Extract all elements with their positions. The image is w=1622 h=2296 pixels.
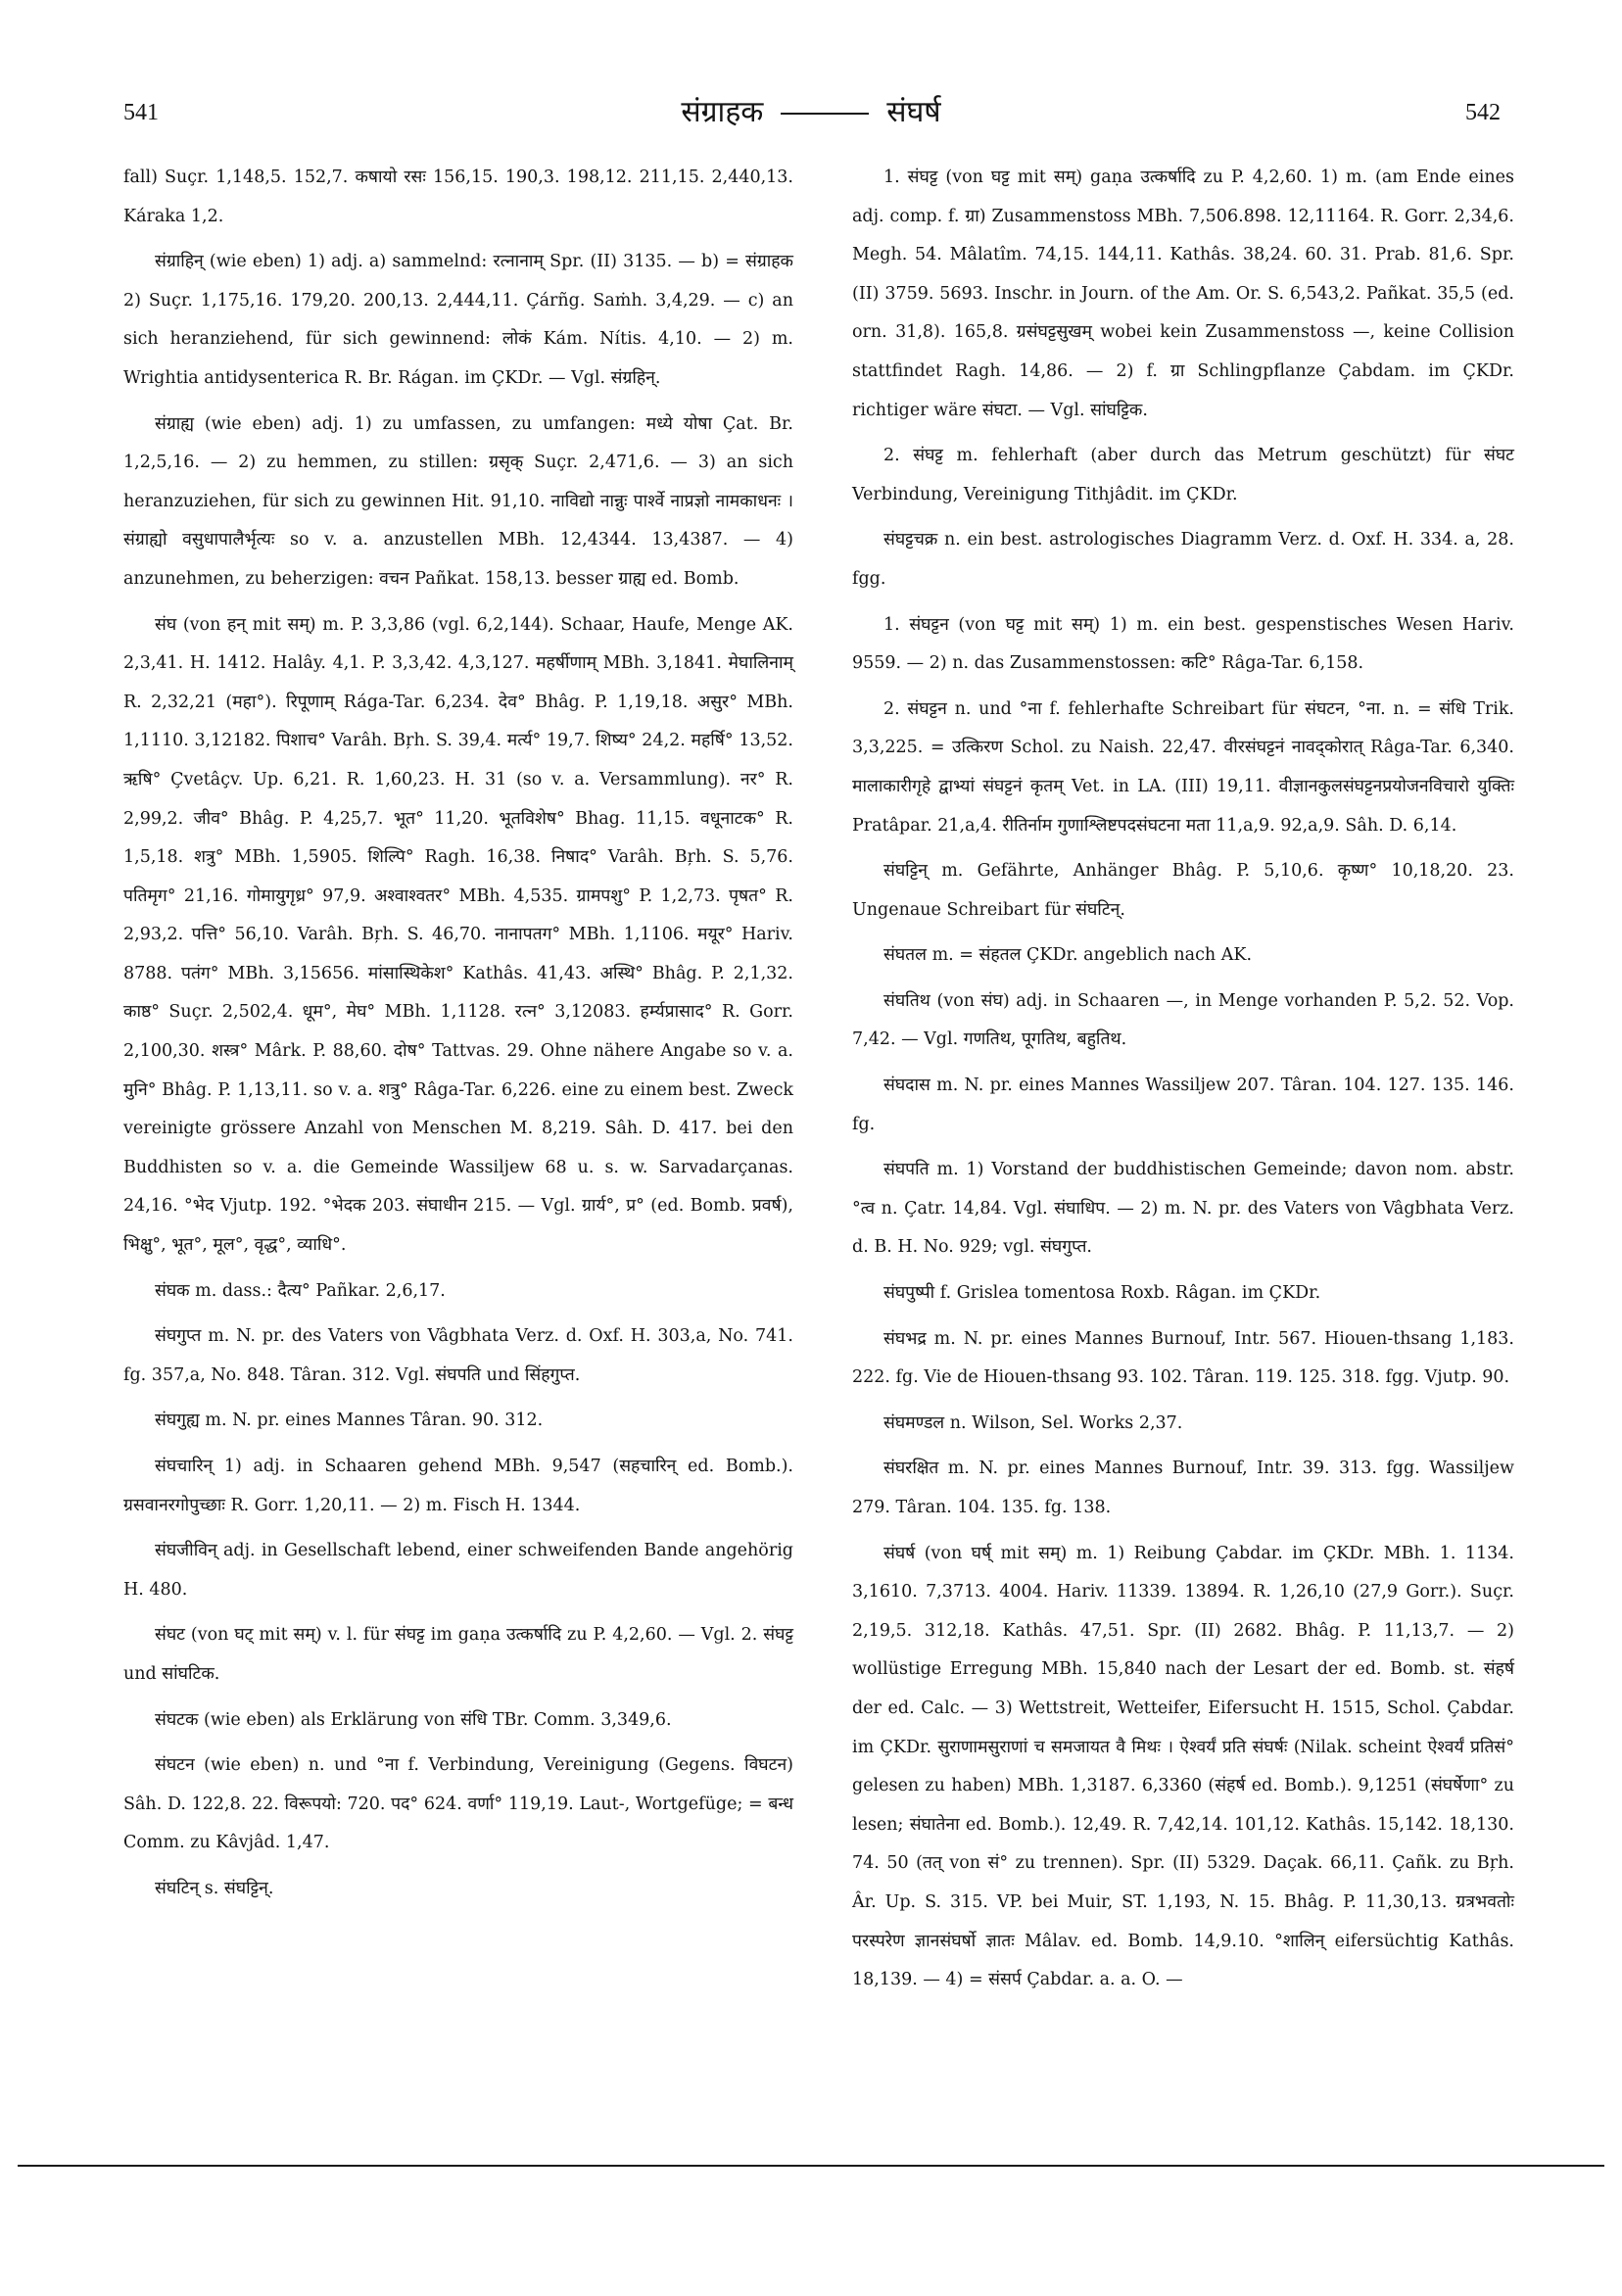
- dictionary-entry: संघट्टिन् m. Gefährte, Anhänger Bhâg. P. 5,10,6. कृष्ण° 10,18,20. 23. Ungenaue Schreibart für संघटिन्.: [852, 861, 1514, 920]
- dictionary-entry: संघतल m. = संहतल ÇKDr. angeblich nach AK.: [883, 945, 1253, 966]
- left-column: [123, 159, 793, 1916]
- dictionary-entry: 2. संघट्ट m. fehlerhaft (aber durch das Metrum geschützt) für संघट Verbindung, Vereinigung Tithjâdit. im ÇKDr.: [852, 446, 1514, 504]
- running-title-left: संग्राहक: [681, 95, 764, 129]
- dictionary-entry: संग्राहिन् (wie eben) 1) adj. a) sammelnd: रत्नानाम् Spr. (II) 3135. — b) = संग्राहक 2) Suçr. 1,175,16. 179,20. 200,13. 2,444,11. Çárñg. Saṁh. 3,4,29. — c) an sich heranziehend, für sich gewinnend: लोकं Kám. Nítis. 4,10. — 2) m. Wrightia antidysenterica R. Br. Rágan. im ÇKDr. — Vgl. संग्रहिन्.: [123, 252, 793, 388]
- dictionary-entry: संघपुष्पी f. Grislea tomentosa Roxb. Râgan. im ÇKDr.: [883, 1283, 1321, 1304]
- dictionary-entry: संघपति m. 1) Vorstand der buddhistischen Gemeinde; davon nom. abstr. °त्व n. Çatr. 14,84. Vgl. संघाधिप. — 2) m. N. pr. des Vaters von Vâgbhata Verz. d. B. H. No. 929; vgl. संघगुप्त.: [852, 1160, 1514, 1258]
- running-title: [0, 90, 1622, 130]
- dictionary-entry: 2. संघट्टन n. und °ना f. fehlerhafte Schreibart für संघटन, °ना. n. = संधि Trik. 3,3,225. = उत्किरण Schol. zu Naish. 22,47. वीरसंघट्टनं नावद्कोरात् Râga-Tar. 6,340. मालाकारीगृहे द्वाभ्यां संघट्टनं कृतम् Vet. in LA. (III) 19,11. वीज्ञानकुलसंघट्टनप्रयोजनविचारो युक्तिः Pratâpar. 21,a,4. रीतिर्नाम गुणाश्लिष्टपदसंघटना मता 11,a,9. 92,a,9. Sâh. D. 6,14.: [852, 698, 1514, 836]
- dictionary-entry: संघचारिन् 1) adj. in Schaaren gehend MBh. 9,547 (सहचारिन् ed. Bomb.). ग्रसवानरगोपुच्छाः R. Gorr. 1,20,11. — 2) m. Fisch H. 1344.: [123, 1457, 793, 1515]
- dictionary-entry: संघक m. dass.: दैत्य° Pañkar. 2,6,17.: [155, 1280, 446, 1301]
- dictionary-entry: संघगुप्त m. N. pr. des Vaters von Vâgbhata Verz. d. Oxf. H. 303,a, No. 741. fg. 357,a, No. 848. Târan. 312. Vgl. संघपति und सिंहगुप्त.: [123, 1326, 793, 1385]
- dictionary-entry: संघभद्र m. N. pr. eines Mannes Burnouf, Intr. 567. Hiouen-thsang 1,183. 222. fg. Vie de Hiouen-thsang 93. 102. Târan. 119. 125. 318. fgg. Vjutp. 90.: [852, 1328, 1514, 1388]
- dictionary-entry: संघट्टचक्र n. ein best. astrologisches Diagramm Verz. d. Oxf. H. 334. a, 28. fgg.: [852, 530, 1514, 589]
- dictionary-entry: संघदास m. N. pr. eines Mannes Wassiljew 207. Târan. 104. 127. 135. 146. fg.: [852, 1076, 1514, 1134]
- page-header: [0, 90, 1622, 139]
- dictionary-entry: संघजीविन् adj. in Gesellschaft lebend, einer schweifenden Bande angehörig H. 480.: [123, 1541, 793, 1600]
- dictionary-entry: संघगुह्य m. N. pr. eines Mannes Târan. 90. 312.: [155, 1411, 544, 1431]
- dictionary-entry: संघतिथ (von संघ) adj. in Schaaren —, in Menge vorhanden P. 5,2. 52. Vop. 7,42. — Vgl. गणतिथ, पूगतिथ, बहुतिथ.: [852, 990, 1514, 1050]
- dictionary-entry: 1. संघट्ट (von घट्ट mit सम्) gaṇa उत्कर्षादि zu P. 4,2,60. 1) m. (am Ende eines adj. comp. f. ग्रा) Zusammenstoss MBh. 7,506.898. 12,11164. R. Gorr. 2,34,6. Megh. 54. Mâlatîm. 74,15. 144,11. Kathâs. 38,24. 60. 31. Prab. 81,6. Spr. (II) 3759. 5693. Inschr. in Journ. of the Am. Or. S. 6,543,2. Pañkat. 35,5 (ed. orn. 31,8). 165,8. ग्रसंघट्टसुखम् wobei kein Zusammenstoss —, keine Collision stattfindet Ragh. 14,86. — 2) f. ग्रा Schlingpflanze Çabdam. im ÇKDr. richtiger wäre संघटा. — Vgl. सांघट्टिक.: [852, 167, 1514, 420]
- dictionary-entry: संघमण्डल n. Wilson, Sel. Works 2,37.: [883, 1412, 1183, 1433]
- dictionary-entry: संघर्ष (von घर्ष् mit सम्) m. 1) Reibung Çabdar. im ÇKDr. MBh. 1. 1134. 3,1610. 7,3713. 4004. Hariv. 11339. 13894. R. 1,26,10 (27,9 Gorr.). Suçr. 2,19,5. 312,18. Kathâs. 47,51. Spr. (II) 2682. Bhâg. P. 11,13,7. — 2) wollüstige Erregung MBh. 15,840 nach der Lesart der ed. Bomb. st. संहर्ष der ed. Calc. — 3) Wettstreit, Wetteifer, Eifersucht H. 1515, Schol. Çabdar. im ÇKDr. सुराणामसुराणां च समजायत वै मिथः । ऐश्वर्यं प्रति संघर्षः (Nilak. scheint ऐश्वर्यं प्रतिसं° gelesen zu haben) MBh. 1,3187. 6,3360 (संहर्ष ed. Bomb.). 9,1251 (संघर्षेणा° zu lesen; संघातेना ed. Bomb.). 12,49. R. 7,42,14. 101,12. Kathâs. 15,142. 18,130. 74. 50 (तत् von सं° zu trennen). Spr. (II) 5329. Daçak. 66,11. Çañk. zu Bŗh. Âr. Up. S. 315. VP. bei Muir, ST. 1,193, N. 15. Bhâg. P. 11,30,13. ग्रत्रभवतोः परस्परेण ज्ञानसंघर्षो ज्ञातः Mâlav. ed. Bomb. 14,9.10. °शालिन् eifersüchtig Kathâs. 18,139. — 4) = संसर्प Çabdar. a. a. O. —: [852, 1543, 1514, 1990]
- title-dash: [781, 113, 869, 115]
- right-column: [852, 159, 1514, 2007]
- dictionary-entry: संघरक्षित m. N. pr. eines Mannes Burnouf, Intr. 39. 313. fgg. Wassiljew 279. Târan. 104. 135. fg. 138.: [852, 1459, 1514, 1517]
- dictionary-entry: 1. संघट्टन (von घट्ट mit सम्) 1) m. ein best. gespenstisches Wesen Hariv. 9559. — 2) n. das Zusammenstossen: कटि° Râga-Tar. 6,158.: [852, 614, 1514, 674]
- page-number-left: 541: [123, 100, 159, 125]
- dictionary-entry: संघटक (wie eben) als Erklärung von संधि TBr. Comm. 3,349,6.: [155, 1709, 672, 1730]
- page-number-right: 542: [1465, 100, 1501, 125]
- dictionary-entry: संघटन (wie eben) n. und °ना f. Verbindung, Vereinigung (Gegens. विघटन) Sâh. D. 122,8. 22. विरूपयो: 720. पद° 624. वर्णा° 119,19. Laut-, Wortgefüge; = बन्ध Comm. zu Kâvjâd. 1,47.: [123, 1755, 793, 1853]
- bottom-rule: [18, 2165, 1604, 2167]
- dictionary-entry: संघटिन् s. संघट्टिन्.: [155, 1878, 274, 1898]
- dictionary-entry: संघट (von घट् mit सम्) v. l. für संघट्ट im gaṇa उत्कर्षादि zu P. 4,2,60. — Vgl. 2. संघट्ट und सांघटिक.: [123, 1625, 793, 1684]
- dictionary-entry: संग्राह्य (wie eben) adj. 1) zu umfassen, zu umfangen: मध्ये योषा Çat. Br. 1,2,5,16. — 2) zu hemmen, zu stillen: ग्रसृक् Suçr. 2,471,6. — 3) an sich heranzuziehen, für sich zu gewinnen Hit. 91,10. नाविद्यो नान्नुः पार्श्वे नाप्रज्ञो नामकाधनः । संग्राह्यो वसुधापालैर्भृत्यः so v. a. anzustellen MBh. 12,4344. 13,4387. — 4) anzunehmen, zu beherzigen: वचन Pañkat. 158,13. besser ग्राह्य ed. Bomb.: [123, 413, 793, 589]
- running-title-right: संघर्ष: [886, 95, 941, 129]
- dictionary-entry: संघ (von हन् mit सम्) m. P. 3,3,86 (vgl. 6,2,144). Schaar, Haufe, Menge AK. 2,3,41. H. 1412. Halây. 4,1. P. 3,3,42. 4,3,127. महर्षीणाम् MBh. 3,1841. मेघालिनाम् R. 2,32,21 (महा°). रिपूणाम् Rága-Tar. 6,234. देव° Bhâg. P. 1,19,18. असुर° MBh. 1,1110. 3,12182. पिशाच° Varâh. Bŗh. S. 39,4. मर्त्य° 19,7. शिष्य° 24,2. महर्षि° 13,52. ऋषि° Çvetâçv. Up. 6,21. R. 1,60,23. H. 31 (so v. a. Versammlung). नर° R. 2,99,2. जीव° Bhâg. P. 4,25,7. भूत° 11,20. भूतविशेष° Bhag. 11,15. वधूनाटक° R. 1,5,18. शत्रु° MBh. 1,5905. शिल्पि° Ragh. 16,38. निषाद° Varâh. Bŗh. S. 5,76. पतिमृग° 21,16. गोमायुगृध्र° 97,9. अश्वाश्वतर° MBh. 4,535. ग्रामपशु° P. 1,2,73. पृषत° R. 2,93,2. पत्ति° 56,10. Varâh. Bŗh. S. 46,70. नानापतग° MBh. 1,1106. मयूर° Hariv. 8788. पतंग° MBh. 3,15656. मांसास्थिकेश° Kathâs. 41,43. अस्थि° Bhâg. P. 2,1,32. काष्ठ° Suçr. 2,502,4. धूम°, मेघ° MBh. 1,1128. रत्न° 3,12083. हर्म्यप्रासाद° R. Gorr. 2,100,30. शस्त्र° Mârk. P. 88,60. दोष° Tattvas. 29. Ohne nähere Angabe so v. a. मुनि° Bhâg. P. 1,13,11. so v. a. शत्रु° Râga-Tar. 6,226. eine zu einem best. Zweck vereinigte grössere Anzahl von Menschen M. 8,219. Sâh. D. 417. bei den Buddhisten so v. a. die Gemeinde Wassiljew 68 u. s. w. Sarvadarçanas. 24,16. °भेद Vjutp. 192. °भेदक 203. संघाधीन 215. — Vgl. ग्रार्य°, प्र° (ed. Bomb. प्रवर्ष), भिक्षु°, भूत°, मूल°, वृद्ध°, व्याधि°.: [123, 614, 793, 1256]
- dictionary-entry: fall) Suçr. 1,148,5. 152,7. कषायो रसः 156,15. 190,3. 198,12. 211,15. 2,440,13. Káraka 1,2.: [123, 167, 793, 226]
